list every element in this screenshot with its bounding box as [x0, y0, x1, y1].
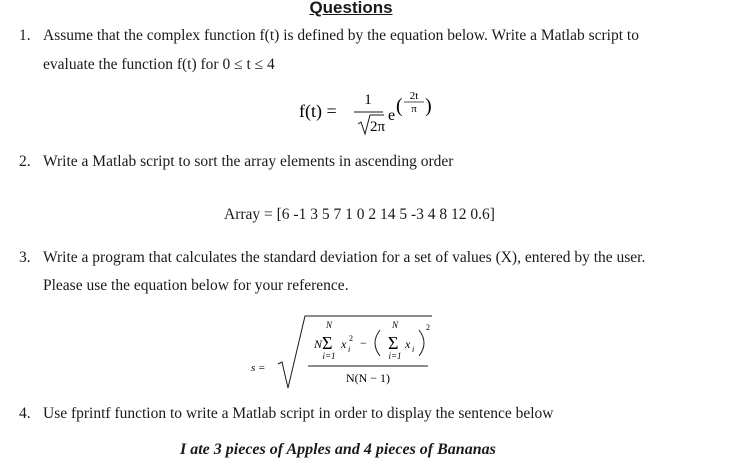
question-3-number: 3. — [19, 249, 31, 266]
minus-sign: − — [360, 336, 367, 350]
question-4-text: Use fprintf function to write a Matlab script in order to display the sentence below — [43, 405, 554, 422]
x-squared: x — [341, 337, 347, 351]
x-i-subscript: i — [412, 345, 415, 354]
sum-upper-limit: N — [325, 320, 333, 330]
question-3-text: Write a program that calculates the standard deviation for a set of values (X), entered by the user. — [43, 249, 646, 266]
paren-left: ( — [396, 95, 403, 117]
exponent-denominator: π — [411, 103, 417, 115]
equation-ft-base: e — [388, 107, 396, 124]
question-1-text-line2: evaluate the function f(t) for 0 ≤ t ≤ 4 — [43, 56, 275, 73]
sigma-symbol: Σ — [322, 333, 333, 353]
page-title: Questions — [309, 0, 393, 17]
inner-sum-lower-limit: i=1 — [388, 351, 402, 361]
equation-s-lhs: s = — [251, 362, 266, 374]
paren-right: ) — [425, 95, 432, 117]
inner-sigma-symbol: Σ — [388, 333, 399, 353]
question-2-number: 2. — [19, 153, 31, 170]
equation-ft-numerator: 1 — [364, 92, 372, 108]
paren-left — [375, 330, 380, 356]
equation-ft-lhs: f(t) = — [299, 101, 337, 121]
equation-ft — [292, 84, 442, 144]
question-4-number: 4. — [19, 405, 31, 422]
equation-N: N — [314, 337, 323, 351]
outer-superscript: 2 — [426, 323, 430, 332]
x-squared-subscript: i — [348, 345, 351, 354]
output-sentence: I ate 3 pieces of Apples and 4 pieces of Bananas — [180, 441, 496, 458]
paren-right — [419, 330, 424, 356]
exponent-numerator: 2t — [409, 90, 419, 102]
equation-ft-denominator: 2π — [370, 119, 386, 135]
x-i: x — [405, 337, 411, 351]
inner-sum-upper-limit: N — [391, 320, 399, 330]
question-1-number: 1. — [19, 27, 31, 44]
equation-std-dev-denominator: N(N − 1) — [345, 371, 391, 385]
x-squared-superscript: 2 — [349, 334, 353, 343]
question-1-text: Assume that the complex function f(t) is defined by the equation below. Write a Matlab script to — [43, 27, 639, 44]
question-2-text: Write a Matlab script to sort the array elements in ascending order — [43, 153, 454, 170]
equation-std-dev — [248, 314, 438, 398]
question-3-text-line2: Please use the equation below for your reference. — [43, 277, 349, 294]
sum-lower-limit: i=1 — [322, 351, 336, 361]
array-definition: Array = [6 -1 3 5 7 1 0 2 14 5 -3 4 8 12 0.6] — [224, 206, 495, 223]
